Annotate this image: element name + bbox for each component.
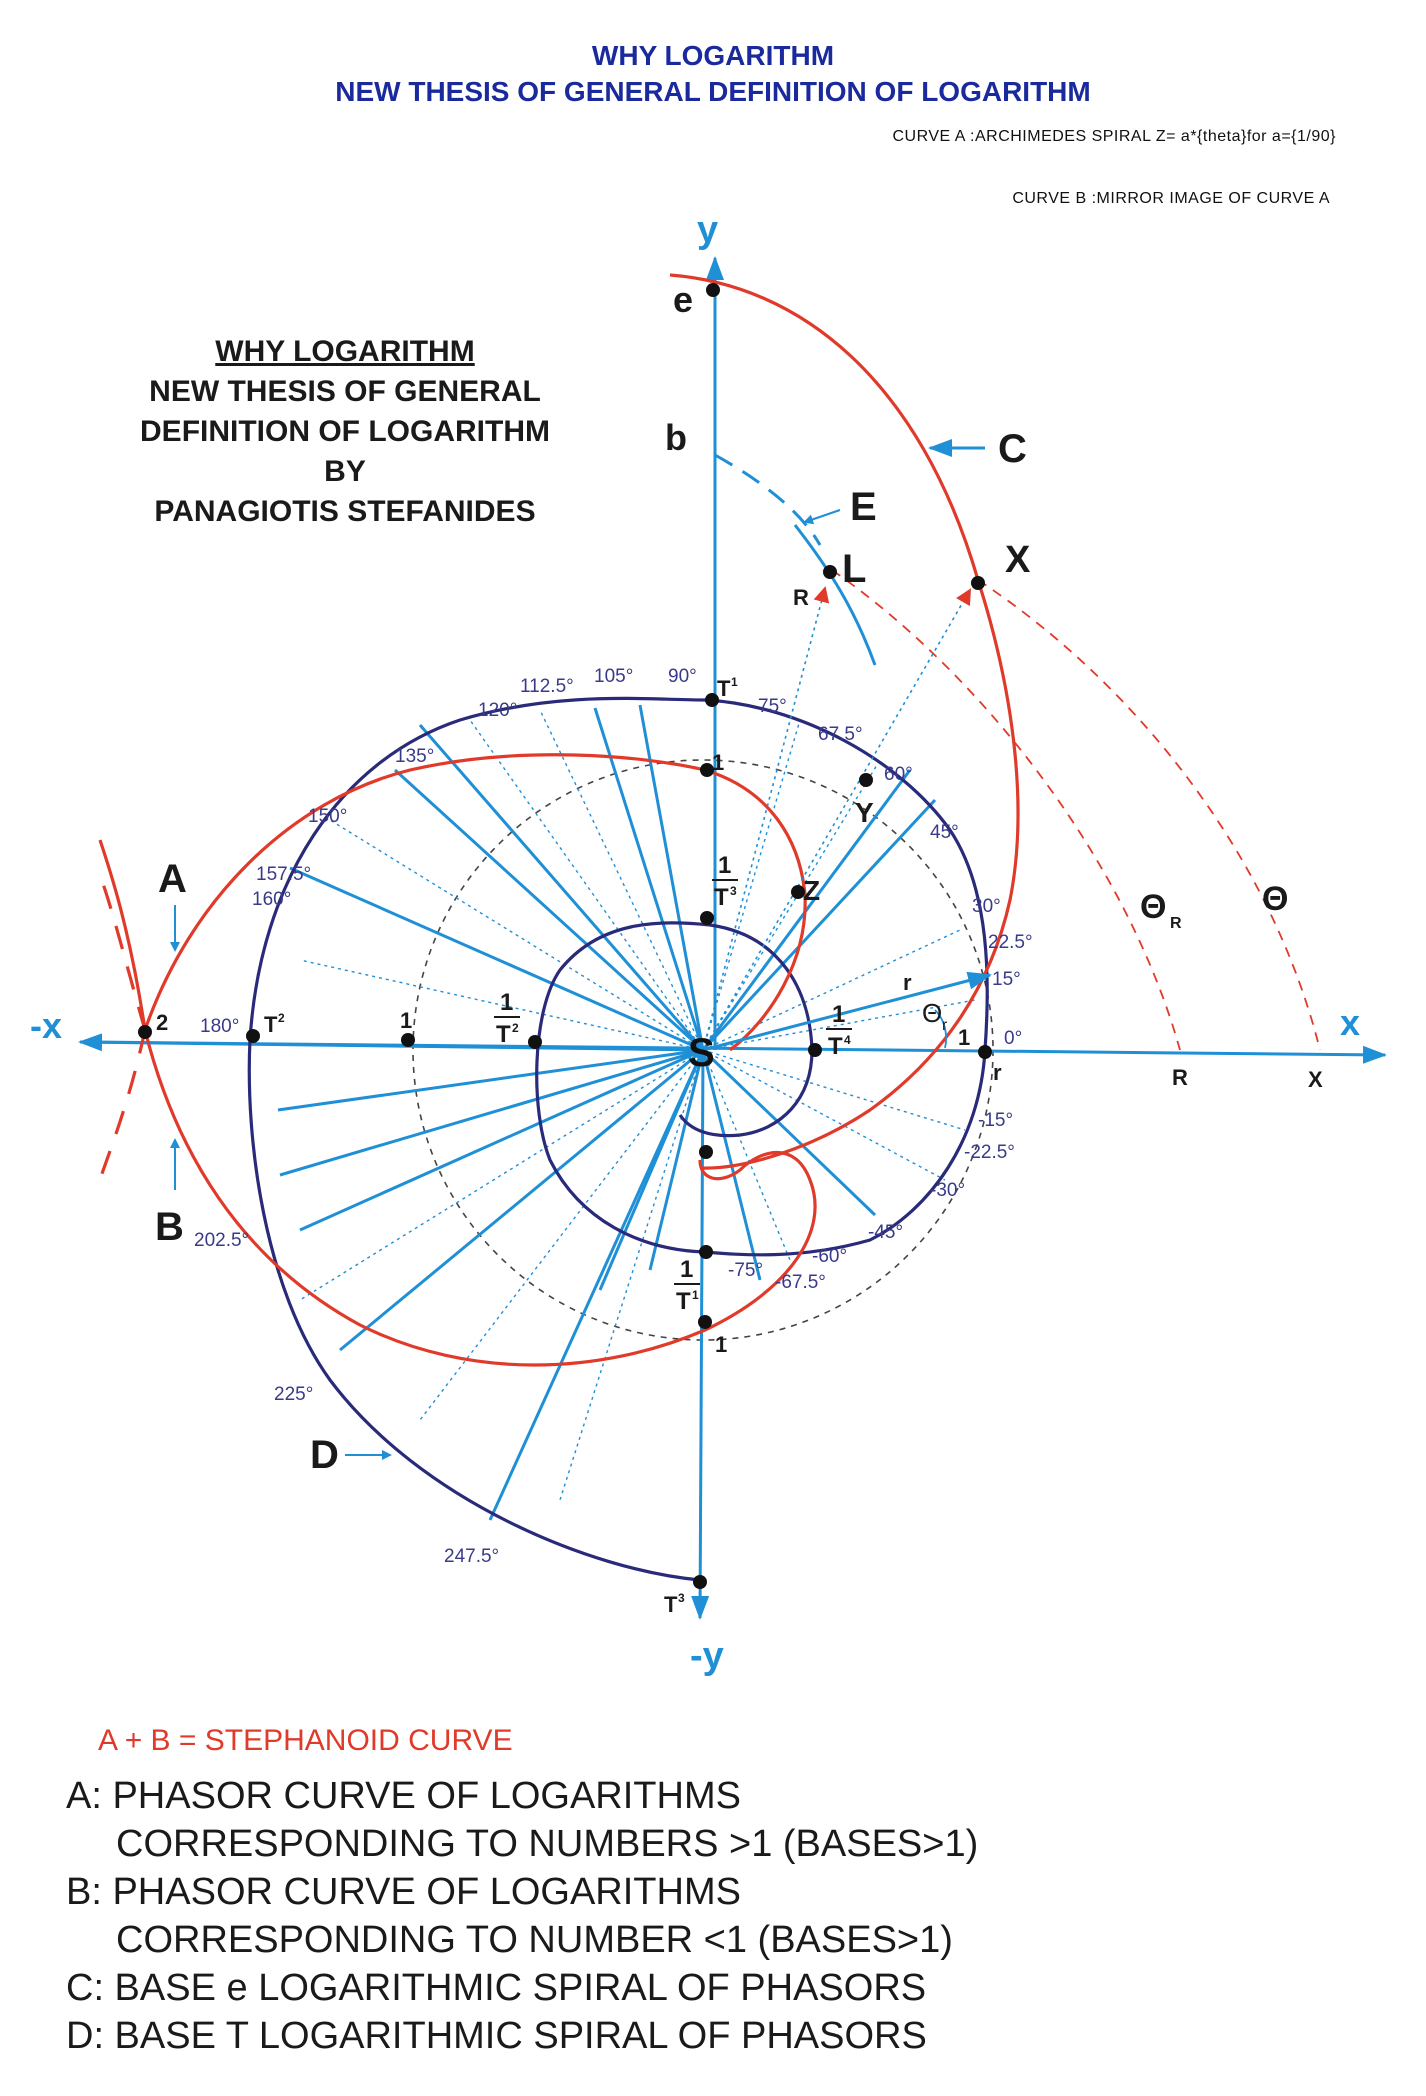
ray-solid	[395, 770, 703, 1050]
dotted-line-to-l	[703, 588, 825, 1050]
label-theta-small-sub: r	[942, 1017, 948, 1034]
title-block-line-5: PANAGIOTIS STEFANIDES	[154, 495, 536, 528]
label-t3: T	[664, 1592, 678, 1617]
point-inner-lower	[699, 1145, 713, 1159]
label-r-big-axis: R	[1172, 1065, 1188, 1090]
angle-15: 15°	[992, 969, 1021, 990]
angle-90: 90°	[668, 666, 697, 687]
legend-item-b1: B: PHASOR CURVE OF LOGARITHMS	[66, 1871, 741, 1913]
curve-a-lower-dashed	[98, 1030, 145, 1185]
label-two: 2	[156, 1010, 169, 1035]
ray-solid	[490, 1050, 703, 1520]
point-r	[978, 1045, 992, 1059]
label-y: Y	[855, 797, 874, 828]
axis-label-neg-y: -y	[690, 1635, 724, 1677]
label-theta-r-sub: R	[1170, 915, 1182, 932]
ray-solid	[650, 1050, 703, 1270]
angle-22-5: 22.5°	[988, 932, 1033, 953]
point-one-over-t3	[700, 911, 714, 925]
header-line-1: WHY LOGARITHM	[591, 40, 835, 71]
curve-label-b: B	[155, 1205, 184, 1249]
label-t3-sup: 3	[678, 1591, 685, 1605]
angle-neg-22-5: -22.5°	[964, 1142, 1015, 1163]
ray-dotted	[540, 710, 703, 1050]
angle-neg-67-5: -67.5°	[775, 1272, 826, 1293]
legend-item-d: D: BASE T LOGARITHMIC SPIRAL OF PHASORS	[66, 2015, 927, 2057]
label-b: b	[665, 417, 687, 458]
legend-item-a1: A: PHASOR CURVE OF LOGARITHMS	[66, 1775, 741, 1817]
ray-dotted	[703, 930, 960, 1050]
fraction-num: 1	[718, 852, 732, 879]
neg-y-axis	[700, 1050, 703, 1618]
note-curve-b: CURVE B :MIRROR IMAGE OF CURVE A	[1012, 190, 1330, 207]
origin-label: S	[688, 1031, 715, 1075]
fraction-sup: 1	[692, 1288, 699, 1302]
ray-dotted	[300, 1050, 703, 1300]
label-one-left: 1	[400, 1008, 413, 1033]
curve-label-a: A	[158, 857, 187, 901]
angle-neg-45: -45°	[868, 1222, 904, 1243]
angle-neg-30: -30°	[930, 1180, 966, 1201]
note-curve-a: CURVE A :ARCHIMEDES SPIRAL Z= a*{theta}for a={1/90}	[892, 128, 1336, 145]
ray-dotted	[703, 1050, 945, 1180]
label-t2-sup: 2	[278, 1011, 285, 1025]
legend-list	[66, 1772, 978, 2060]
fraction-num: 1	[832, 1001, 846, 1028]
angle-67-5: 67.5°	[818, 724, 863, 745]
angle-157-5: 157.5°	[256, 864, 312, 885]
angle-75: 75°	[758, 696, 787, 717]
point-one-over-t4	[808, 1043, 822, 1057]
label-one-right: 1	[958, 1025, 971, 1050]
fraction-den: T	[828, 1033, 843, 1060]
label-e: e	[673, 279, 694, 320]
angle-neg-15: -15°	[978, 1110, 1014, 1131]
fraction-1-over-t2	[494, 989, 520, 1048]
label-r-vector: r	[903, 970, 912, 995]
label-t1-sup: 1	[731, 675, 738, 689]
ray-solid	[703, 1050, 875, 1215]
axis-label-x: x	[1340, 1002, 1361, 1043]
label-one-top: 1	[712, 750, 725, 775]
arrow-e	[805, 510, 840, 522]
label-z: Z	[803, 875, 821, 906]
ray-solid	[703, 800, 935, 1050]
angle-30: 30°	[972, 896, 1001, 917]
fraction-den: T	[714, 884, 729, 911]
axis-label-y: y	[697, 209, 719, 251]
fraction-sup: 2	[512, 1021, 519, 1035]
ray-dotted	[703, 760, 880, 1050]
angle-180: 180°	[200, 1016, 240, 1037]
fraction-sup: 3	[730, 884, 737, 898]
fraction-num: 1	[680, 1256, 694, 1283]
axis-label-neg-x: -x	[30, 1005, 63, 1046]
header-line-2: NEW THESIS OF GENERAL DEFINITION OF LOGARITHM	[335, 76, 1091, 107]
curve-b-upper-dashed	[98, 870, 145, 1030]
curve-a-upper	[100, 755, 805, 1050]
fraction-1-over-t1	[674, 1256, 700, 1315]
legend-item-c: C: BASE e LOGARITHMIC SPIRAL OF PHASORS	[66, 1967, 927, 2009]
title-block-line-3: DEFINITION OF LOGARITHM	[140, 415, 550, 448]
fraction-num: 1	[500, 989, 514, 1016]
point-one-left	[401, 1033, 415, 1047]
angle-60: 60°	[884, 764, 913, 785]
label-r-axis: r	[993, 1060, 1002, 1085]
angle-225: 225°	[274, 1384, 314, 1405]
ray-solid	[600, 1050, 703, 1290]
curve-e-dashed	[715, 455, 820, 545]
fraction-1-over-t4	[826, 1001, 852, 1060]
label-one-bottom: 1	[715, 1332, 728, 1357]
point-t2	[246, 1029, 260, 1043]
angle-135: 135°	[395, 746, 435, 767]
angle-labels	[194, 666, 1033, 1567]
label-l: L	[842, 547, 867, 591]
ray-solid	[280, 1050, 703, 1175]
curve-label-d: D	[310, 1433, 339, 1477]
point-two	[138, 1025, 152, 1039]
point-one-over-t2	[528, 1035, 542, 1049]
fraction-den: T	[676, 1288, 691, 1315]
label-t1: T	[717, 676, 731, 701]
label-t2: T	[264, 1012, 278, 1037]
angle-105: 105°	[594, 666, 634, 687]
angle-0: 0°	[1004, 1028, 1023, 1049]
angle-120: 120°	[478, 700, 518, 721]
label-x-axis-point: X	[1308, 1067, 1323, 1092]
curve-label-e: E	[850, 485, 877, 529]
legend-stephanoid: A + B = STEPHANOID CURVE	[98, 1724, 513, 1757]
label-x-point: X	[1005, 539, 1031, 581]
angle-45: 45°	[930, 822, 959, 843]
curve-label-c: C	[998, 427, 1027, 471]
point-one-bottom	[698, 1315, 712, 1329]
angle-neg-60: -60°	[812, 1246, 848, 1267]
point-e	[706, 283, 720, 297]
title-block-line-4: BY	[324, 455, 366, 488]
fraction-den: T	[496, 1021, 511, 1048]
title-block-line-1: WHY LOGARITHM	[215, 335, 475, 368]
angle-150: 150°	[308, 806, 348, 827]
label-theta: Θ	[1262, 880, 1289, 918]
legend-item-b2: CORRESPONDING TO NUMBER <1 (BASES>1)	[116, 1919, 953, 1961]
angle-160: 160°	[252, 889, 292, 910]
fraction-sup: 4	[844, 1033, 851, 1047]
point-l	[823, 565, 837, 579]
angle-202-5: 202.5°	[194, 1230, 250, 1251]
angle-112-5: 112.5°	[520, 676, 574, 697]
angle-247-5: 247.5°	[444, 1546, 500, 1567]
point-x	[971, 576, 985, 590]
dotted-line-to-x	[703, 590, 970, 1050]
label-theta-small: Θ	[922, 998, 943, 1028]
label-r-small: R	[793, 585, 809, 610]
point-one-over-t1	[699, 1245, 713, 1259]
arc-theta	[978, 580, 1320, 1050]
label-theta-r: Θ	[1140, 888, 1167, 926]
title-block-line-2: NEW THESIS OF GENERAL	[149, 375, 541, 408]
point-t3	[693, 1575, 707, 1589]
curve-d-spiral	[249, 698, 987, 1580]
point-y	[859, 773, 873, 787]
angle-neg-75: -75°	[728, 1260, 764, 1281]
ray-dotted	[330, 820, 703, 1050]
legend-item-a2: CORRESPONDING TO NUMBERS >1 (BASES>1)	[116, 1823, 979, 1865]
